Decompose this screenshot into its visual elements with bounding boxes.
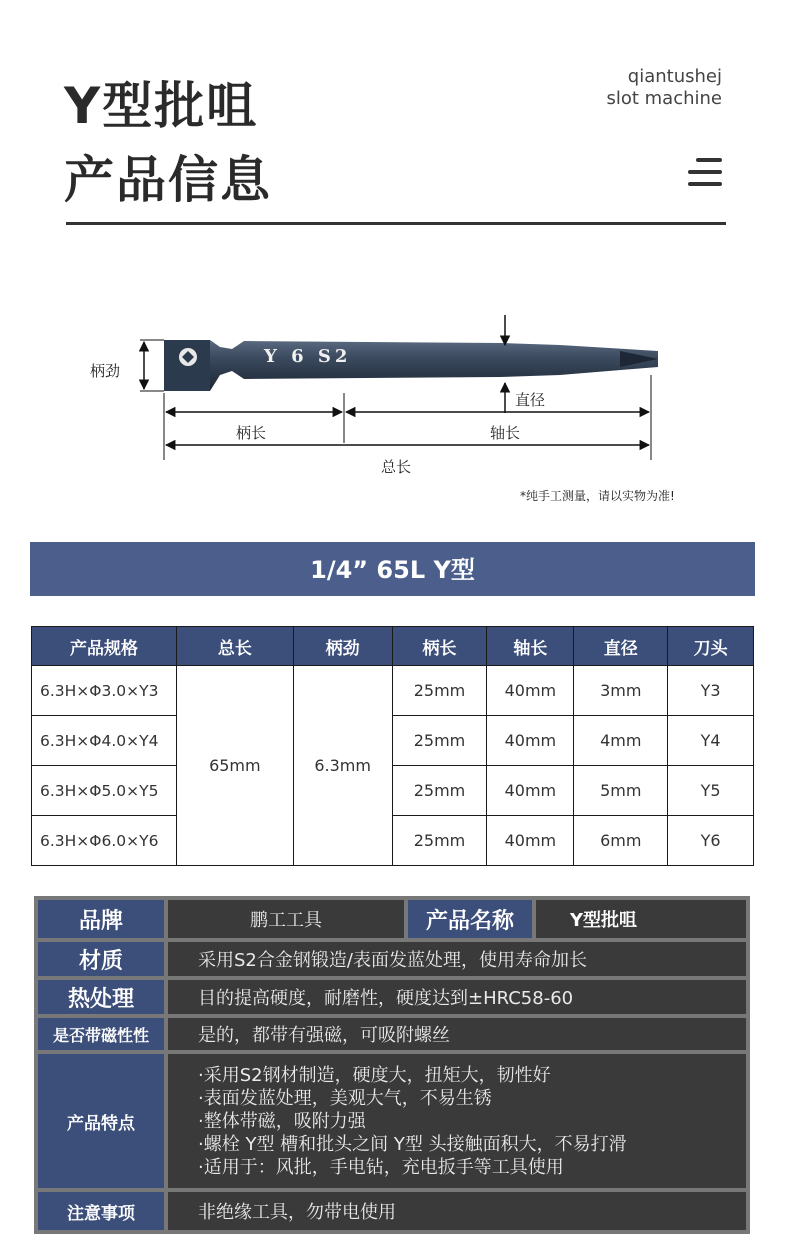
header-shank-length: 柄长 (392, 627, 487, 666)
cell-tip: Y6 (668, 816, 754, 866)
header-diameter: 直径 (574, 627, 668, 666)
feature-item: ·整体带磁，吸附力强 (198, 1110, 366, 1132)
header-tip: 刀头 (668, 627, 754, 666)
bit-marking: Y 6 S2 (264, 346, 352, 367)
cell-diameter: 6mm (574, 816, 668, 866)
label-total-length: 总长 (381, 458, 412, 476)
label-shank-diameter: 柄劲 (90, 362, 121, 380)
spec-table-header (32, 627, 754, 666)
cell-shank-length: 25mm (392, 766, 487, 816)
header-divider (66, 222, 726, 225)
product-name-value: Y型批咀 (536, 900, 746, 938)
cell-tip: Y3 (668, 666, 754, 716)
brand-value: 鹏工工具 (168, 900, 404, 938)
cell-shank-length: 25mm (392, 716, 487, 766)
page-title: Y型批咀 (64, 77, 259, 135)
cell-spec: 6.3H×Φ6.0×Y6 (32, 816, 177, 866)
table-row (32, 816, 754, 866)
cell-spec: 6.3H×Φ3.0×Y3 (32, 666, 177, 716)
feature-item: ·螺栓 Y型 槽和批头之间 Y型 头接触面积大，不易打滑 (198, 1133, 627, 1155)
cell-shaft-length: 40mm (487, 716, 574, 766)
cell-spec: 6.3H×Φ5.0×Y5 (32, 766, 177, 816)
cell-shaft-length: 40mm (487, 666, 574, 716)
feature-item: ·适用于：风批，手电钻，充电扳手等工具使用 (198, 1156, 564, 1178)
cell-shank-diameter: 6.3mm (293, 666, 392, 866)
magnetic-label: 是否带磁性性 (38, 1018, 164, 1050)
features-list (168, 1054, 746, 1188)
spec-banner: 1/4” 65L Y型 (30, 542, 755, 596)
page-subtitle: 产品信息 (64, 151, 272, 209)
bit-logo-icon (179, 348, 197, 366)
menu-icon[interactable] (688, 158, 722, 186)
cell-diameter: 4mm (574, 716, 668, 766)
header-spec: 产品规格 (32, 627, 177, 666)
cell-diameter: 5mm (574, 766, 668, 816)
measurement-note: *纯手工测量，请以实物为准! (520, 489, 675, 503)
screwdriver-bit (164, 340, 658, 391)
label-diameter: 直径 (515, 391, 546, 409)
table-row (32, 716, 754, 766)
heat-treatment-value: 目的提高硬度，耐磨性，硬度达到±HRC58-60 (168, 980, 746, 1014)
english-caption-line2: slot machine (606, 88, 722, 109)
table-row (32, 766, 754, 816)
cell-shank-length: 25mm (392, 666, 487, 716)
material-label: 材质 (38, 942, 164, 976)
cell-tip: Y4 (668, 716, 754, 766)
caution-value: 非绝缘工具，勿带电使用 (168, 1192, 746, 1230)
cell-shaft-length: 40mm (487, 766, 574, 816)
label-shank-length: 柄长 (236, 424, 267, 442)
cell-shank-length: 25mm (392, 816, 487, 866)
feature-item: ·采用S2钢材制造，硬度大，扭矩大，韧性好 (198, 1064, 551, 1086)
header-shaft-length: 轴长 (487, 627, 574, 666)
cell-total-length: 65mm (176, 666, 293, 866)
caution-label: 注意事项 (38, 1192, 164, 1230)
cell-tip: Y5 (668, 766, 754, 816)
header-total-length: 总长 (176, 627, 293, 666)
heat-treatment-label: 热处理 (38, 980, 164, 1014)
cell-spec: 6.3H×Φ4.0×Y4 (32, 716, 177, 766)
cell-shaft-length: 40mm (487, 816, 574, 866)
features-label: 产品特点 (38, 1054, 164, 1188)
brand-label: 品牌 (38, 900, 164, 938)
magnetic-value: 是的，都带有强磁，可吸附螺丝 (168, 1018, 746, 1050)
cell-diameter: 3mm (574, 666, 668, 716)
table-row (32, 666, 754, 716)
feature-item: ·表面发蓝处理，美观大气，不易生锈 (198, 1087, 492, 1109)
spec-table (31, 626, 754, 866)
material-value: 采用S2合金钢锻造/表面发蓝处理，使用寿命加长 (168, 942, 746, 976)
english-caption-line1: qiantushej (627, 66, 722, 87)
product-name-label: 产品名称 (408, 900, 532, 938)
header-shank-diameter: 柄劲 (293, 627, 392, 666)
label-shaft-length: 轴长 (490, 424, 521, 442)
product-info-table (34, 896, 750, 1234)
